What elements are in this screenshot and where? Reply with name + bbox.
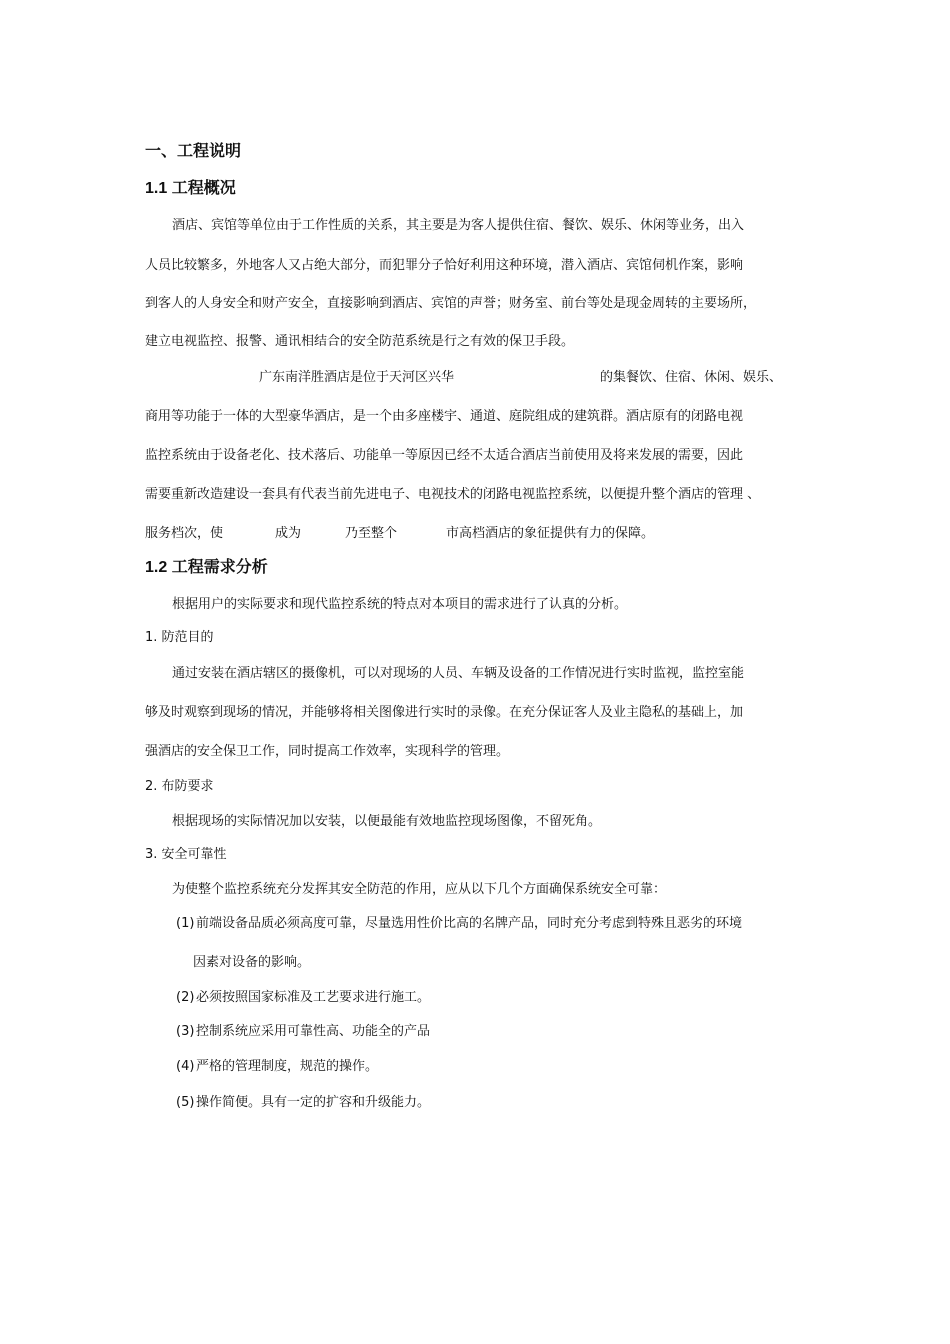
item-title: 3. 安全可靠性	[145, 847, 227, 862]
paragraph-line-part: 成为	[275, 526, 302, 541]
section-title: 一、工程说明	[145, 143, 242, 160]
list-item: 前端设备品质必须高度可靠，尽量选用性价比高的名牌产品，同时充分考虑到特殊且恶劣的环境	[196, 916, 743, 931]
paragraph-line: 根据现场的实际情况加以安装，以便最能有效地监控现场图像，不留死角。	[172, 814, 602, 829]
list-number: (5)	[176, 1095, 195, 1110]
paragraph-line: 建立电视监控、报警、通讯相结合的安全防范系统是行之有效的保卫手段。	[145, 334, 575, 349]
list-item: 控制系统应采用可靠性高、功能全的产品	[196, 1024, 431, 1039]
subsection-title-requirements: 1.2 工程需求分析	[145, 559, 268, 576]
list-number: (4)	[176, 1059, 195, 1074]
paragraph-line: 为使整个监控系统充分发挥其安全防范的作用，应从以下几个方面确保系统安全可靠：	[172, 882, 667, 897]
list-item: 必须按照国家标准及工艺要求进行施工。	[196, 990, 431, 1005]
item-title: 1. 防范目的	[145, 630, 214, 645]
subsection-title-overview: 1.1 工程概况	[145, 180, 236, 197]
paragraph-line-part: 乃至整个	[345, 526, 398, 541]
list-number: (3)	[176, 1024, 195, 1039]
list-item: 操作简便。具有一定的扩容和升级能力。	[196, 1095, 431, 1110]
list-number: (1)	[176, 916, 195, 931]
paragraph-line: 人员比较繁多，外地客人又占绝大部分，而犯罪分子恰好利用这种环境，潜入酒店、宾馆伺机作案，影响	[145, 258, 744, 273]
list-number: (2)	[176, 990, 195, 1005]
item-title: 2. 布防要求	[145, 779, 214, 794]
list-item-continuation: 因素对设备的影响。	[193, 955, 311, 970]
paragraph-line: 监控系统由于设备老化、技术落后、功能单一等原因已经不太适合酒店当前使用及将来发展的需要，因此	[145, 448, 744, 463]
paragraph-line: 商用等功能于一体的大型豪华酒店，是一个由多座楼宇、通道、庭院组成的建筑群。酒店原有的闭路电视	[145, 409, 744, 424]
paragraph-line-part: 服务档次，使	[145, 526, 224, 541]
paragraph-line-part: 广东南洋胜酒店是位于天河区兴华	[259, 370, 455, 385]
paragraph-line: 到客人的人身安全和财产安全，直接影响到酒店、宾馆的声誉；财务室、前台等处是现金周转的主要场所，	[145, 296, 757, 311]
paragraph-line: 需要重新改造建设一套具有代表当前先进电子、电视技术的闭路电视监控系统，以便提升整个酒店的管理 、	[145, 487, 761, 502]
paragraph-line: 酒店、宾馆等单位由于工作性质的关系，其主要是为客人提供住宿、餐饮、娱乐、休闲等业务，出入	[172, 218, 745, 233]
paragraph-line: 根据用户的实际要求和现代监控系统的特点对本项目的需求进行了认真的分析。	[172, 597, 628, 612]
list-item: 严格的管理制度，规范的操作。	[196, 1059, 379, 1074]
paragraph-line: 够及时观察到现场的情况，并能够将相关图像进行实时的录像。在充分保证客人及业主隐私的基础上，加	[145, 705, 744, 720]
paragraph-line: 通过安装在酒店辖区的摄像机，可以对现场的人员、车辆及设备的工作情况进行实时监视，监控室能	[172, 666, 745, 681]
paragraph-line-part: 的集餐饮、住宿、休闲、娱乐、	[600, 370, 783, 385]
paragraph-line: 强酒店的安全保卫工作，同时提高工作效率，实现科学的管理。	[145, 744, 510, 759]
paragraph-line-part: 市高档酒店的象征提供有力的保障。	[446, 526, 655, 541]
